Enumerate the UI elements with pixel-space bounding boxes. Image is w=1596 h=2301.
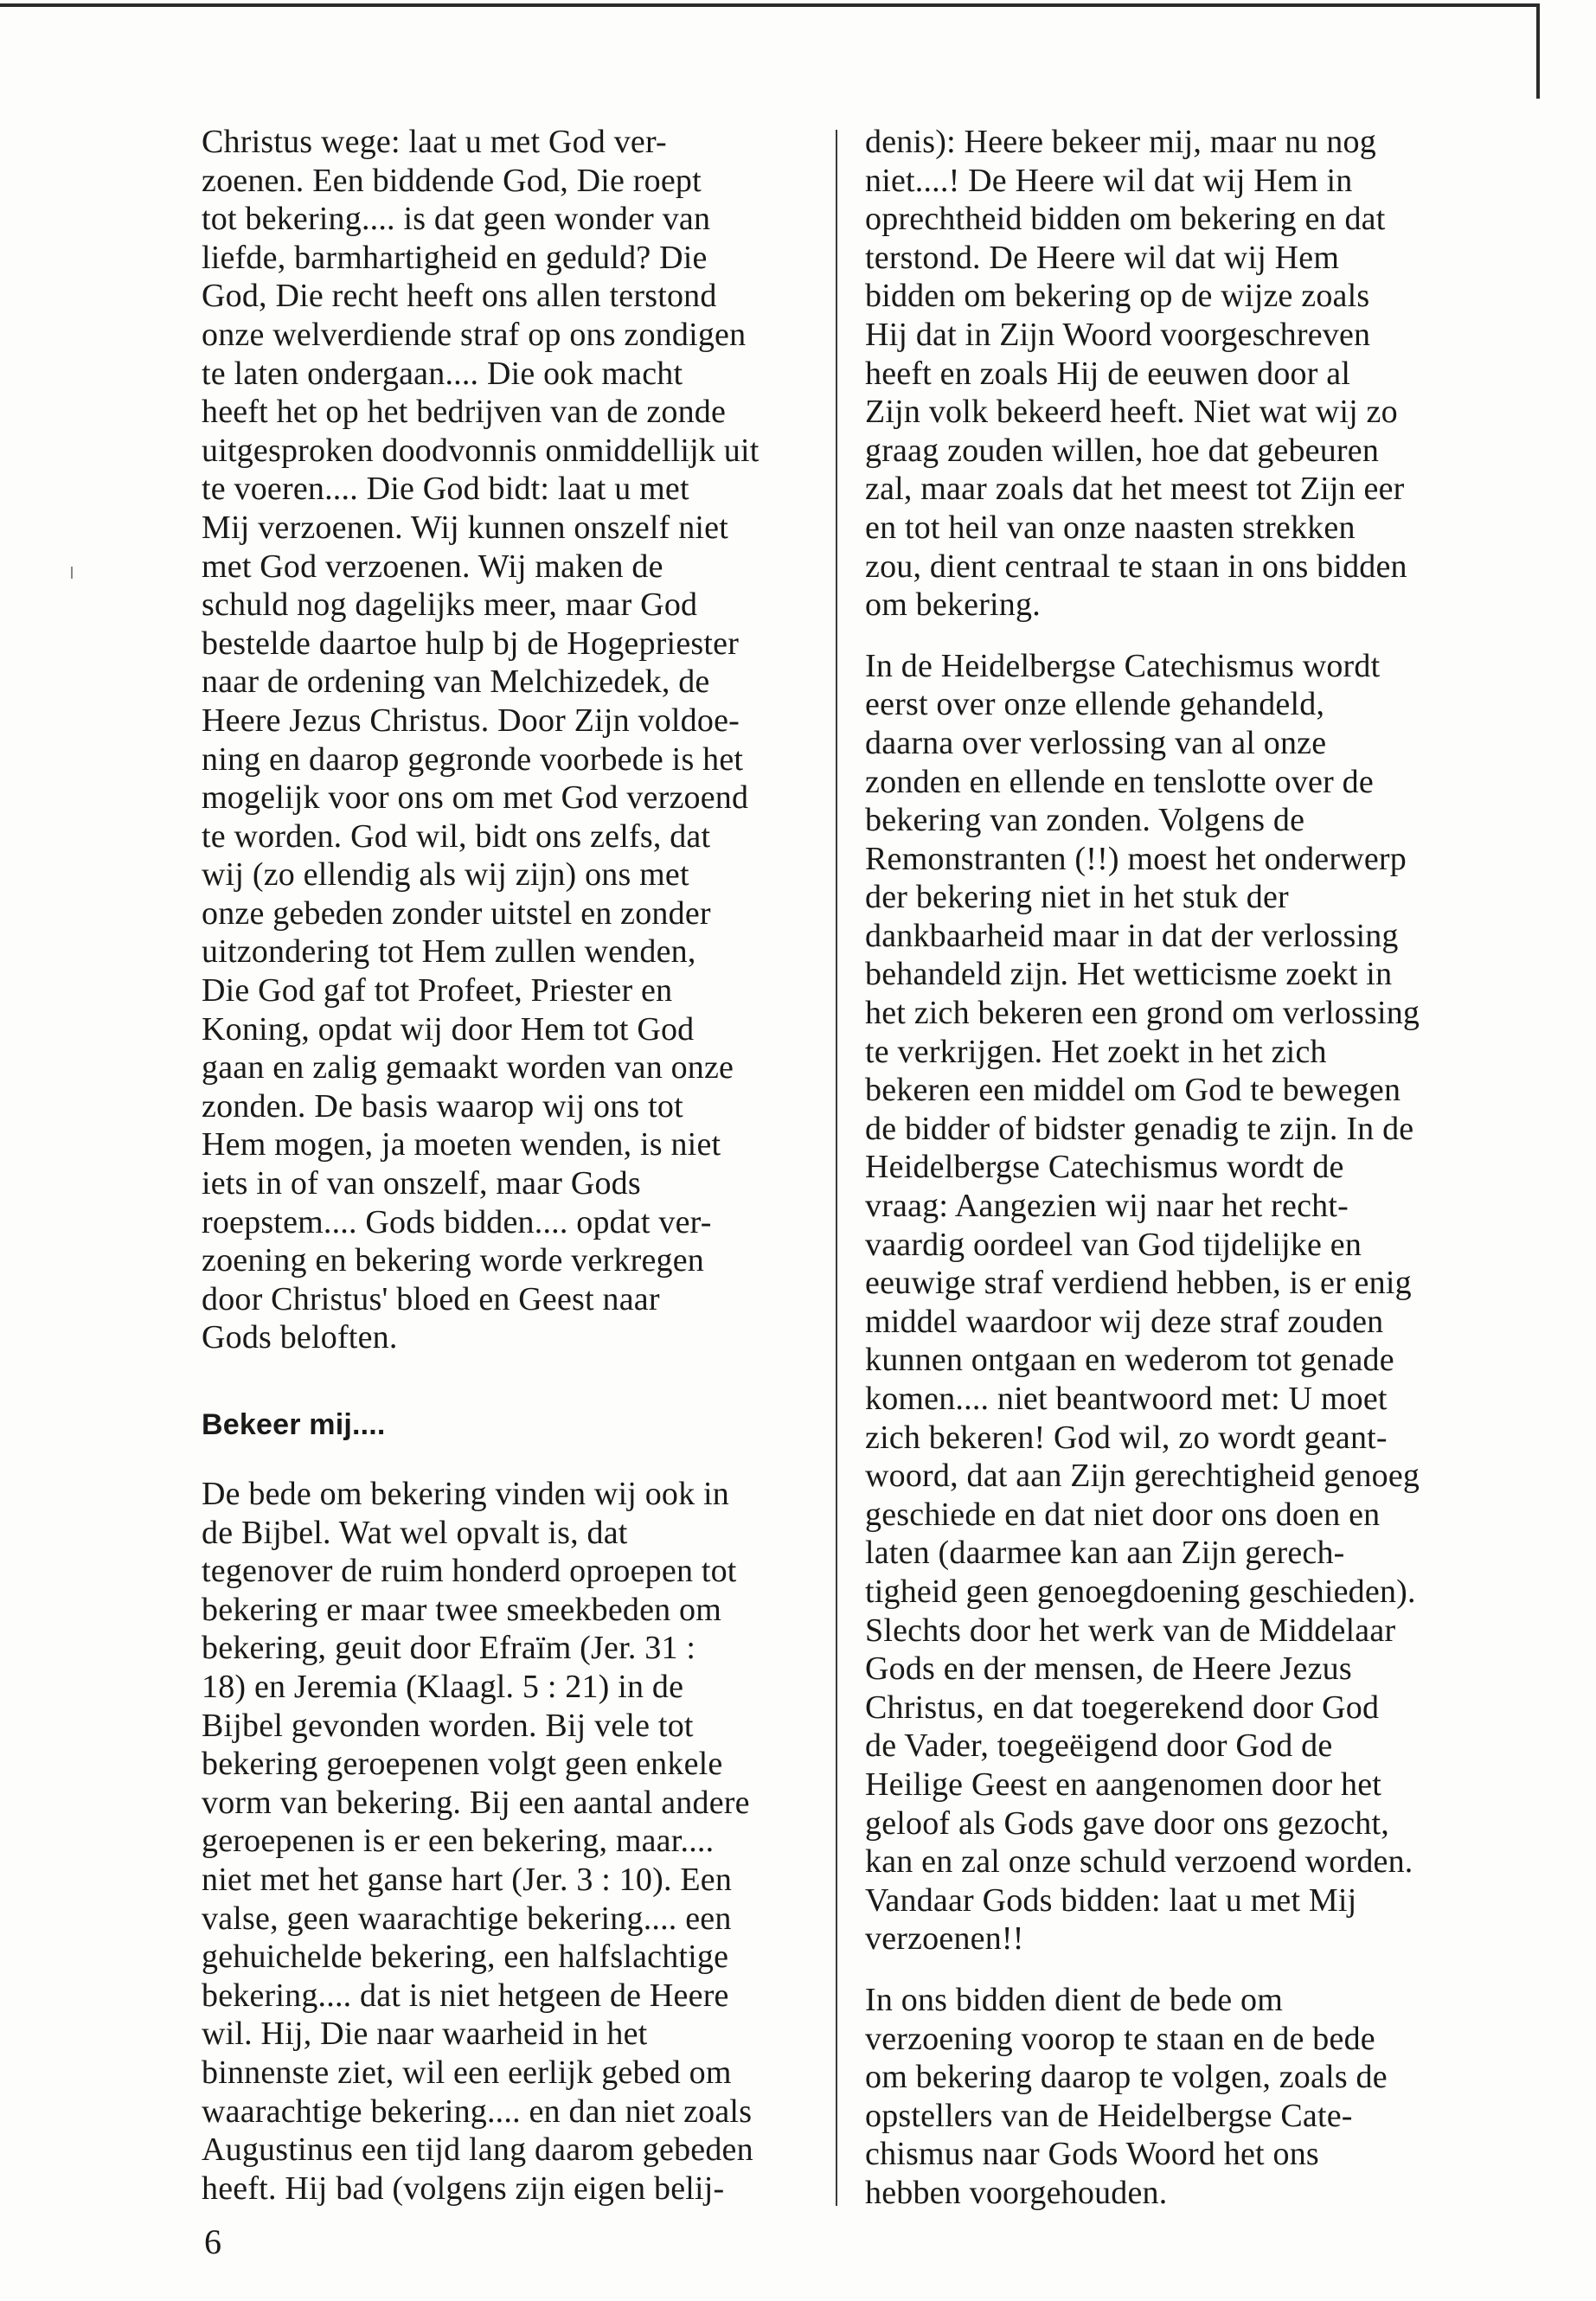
text-line: zal, maar zoals dat het meest tot Zijn eer	[865, 471, 1405, 508]
text-line: met God verzoenen. Wij maken de	[202, 548, 663, 585]
section-heading: Bekeer mij....	[202, 1408, 386, 1441]
text-line: vorm van bekering. Bij een aantal andere	[202, 1784, 750, 1821]
text-line: In ons bidden dient de bede om	[865, 1981, 1284, 2018]
right-paragraph-3	[865, 1981, 1488, 2213]
text-line: verzoenen!!	[865, 1920, 1024, 1958]
text-line: zonden. De basis waarop wij ons tot	[202, 1087, 683, 1125]
text-line: Hij dat in Zijn Woord voorgeschreven	[865, 316, 1371, 353]
text-line: komen.... niet beantwoord met: U moet	[865, 1381, 1388, 1417]
text-line: vraag: Aangezien wij naar het recht-	[865, 1188, 1349, 1225]
text-line: wil. Hij, Die naar waarheid in het	[202, 2016, 648, 2053]
text-line: bekering.... dat is niet hetgeen de Heere	[202, 1977, 729, 2014]
text-line: de bidder of bidster genadig te zijn. In de	[865, 1110, 1414, 1147]
text-line: door Christus' bloed en Geest naar	[202, 1280, 660, 1317]
text-line: bekeren een middel om God te bewegen	[865, 1072, 1401, 1109]
text-line: binnenste ziet, wil een eerlijk gebed om	[202, 2054, 732, 2091]
text-line: roepstem.... Gods bidden.... opdat ver-	[202, 1203, 712, 1240]
text-line: en tot heil van onze naasten strekken	[865, 509, 1356, 546]
text-line: hebben voorgehouden.	[865, 2174, 1168, 2211]
text-line: tegenover de ruim honderd oproepen tot	[202, 1553, 737, 1590]
right-paragraph-2	[865, 647, 1488, 1958]
text-line: opstellers van de Heidelbergse Cate-	[865, 2097, 1353, 2134]
text-line: gaan en zalig gemaakt worden van onze	[202, 1049, 734, 1086]
text-line: Mij verzoenen. Wij kunnen onszelf niet	[202, 509, 728, 546]
text-line: dankbaarheid maar in dat der verlossing	[865, 917, 1399, 954]
text-line: zonden en ellende en tenslotte over de	[865, 763, 1374, 800]
text-line: zoening en bekering worde verkregen	[202, 1242, 704, 1279]
text-line: niet met het ganse hart (Jer. 3 : 10). Een	[202, 1861, 733, 1898]
text-line: laten (daarmee kan aan Zijn gerech-	[865, 1535, 1345, 1572]
text-line: valse, geen waarachtige bekering.... een	[202, 1900, 732, 1937]
corner-rule	[1536, 3, 1540, 99]
text-line: Koning, opdat wij door Hem tot God	[202, 1010, 695, 1048]
text-line: heeft en zoals Hij de eeuwen door al	[865, 355, 1351, 392]
column-divider	[836, 130, 837, 2206]
left-paragraph-1	[202, 123, 807, 1357]
text-line: denis): Heere bekeer mij, maar nu nog	[865, 124, 1376, 160]
text-line: onze welverdiende straf op ons zondigen	[202, 316, 747, 353]
left-paragraph-2	[202, 1475, 807, 2208]
text-line: geroepenen is er een bekering, maar....	[202, 1823, 715, 1860]
text-line: Bijbel gevonden worden. Bij vele tot	[202, 1707, 694, 1744]
text-line: 18) en Jeremia (Klaagl. 5 : 21) in de	[202, 1668, 684, 1705]
text-line: In de Heidelbergse Catechismus wordt	[865, 647, 1381, 684]
top-rule	[0, 3, 1540, 7]
text-line: Christus wege: laat u met God ver-	[202, 124, 667, 160]
text-line: eerst over onze ellende gehandeld,	[865, 686, 1325, 723]
text-line: zoenen. Een biddende God, Die roept	[202, 162, 702, 199]
left-column	[202, 123, 807, 2208]
text-line: te laten ondergaan.... Die ook macht	[202, 355, 683, 392]
text-line: te verkrijgen. Het zoekt in het zich	[865, 1033, 1327, 1070]
text-line: Die God gaf tot Profeet, Priester en	[202, 972, 673, 1009]
text-line: bidden om bekering op de wijze zoals	[865, 278, 1370, 315]
text-line: tot bekering.... is dat geen wonder van	[202, 201, 711, 238]
text-line: middel waardoor wij deze straf zouden	[865, 1303, 1384, 1340]
text-line: onze gebeden zonder uitstel en zonder	[202, 894, 711, 932]
text-line: Christus, en dat toegerekend door God	[865, 1689, 1380, 1726]
text-line: liefde, barmhartigheid en geduld? Die	[202, 239, 708, 276]
text-line: mogelijk voor ons om met God verzoend	[202, 779, 749, 817]
text-line: geloof als Gods gave door ons gezocht,	[865, 1804, 1389, 1842]
text-line: Heere Jezus Christus. Door Zijn voldoe-	[202, 702, 740, 739]
text-line: het zich bekeren een grond om verlossing	[865, 995, 1420, 1032]
text-line: Heidelbergse Catechismus wordt de	[865, 1149, 1344, 1186]
text-line: heeft het op het bedrijven van de zonde	[202, 394, 727, 431]
text-line: behandeld zijn. Het wetticisme zoekt in	[865, 956, 1393, 993]
text-line: kunnen ontgaan en wederom tot genade	[865, 1342, 1394, 1379]
text-line: verzoening voorop te staan en de bede	[865, 2020, 1375, 2057]
text-line: de Vader, toegeëigend door God de	[865, 1727, 1333, 1765]
text-line: niet....! De Heere wil dat wij Hem in	[865, 162, 1353, 199]
text-line: De bede om bekering vinden wij ook in	[202, 1476, 729, 1512]
text-line: bekering geroepenen volgt geen enkele	[202, 1746, 723, 1783]
text-line: bekering, geuit door Efraïm (Jer. 31 :	[202, 1630, 696, 1667]
text-line: tigheid geen genoegdoening geschieden).	[865, 1573, 1416, 1610]
text-line: zou, dient centraal te staan in ons bidden	[865, 548, 1407, 585]
text-line: waarachtige bekering.... en dan niet zoals	[202, 2093, 753, 2130]
text-line: bekering van zonden. Volgens de	[865, 802, 1305, 839]
text-line: Heilige Geest en aangenomen door het	[865, 1766, 1382, 1803]
text-line: ning en daarop gegronde voorbede is het	[202, 740, 744, 778]
text-line: oprechtheid bidden om bekering en dat	[865, 201, 1386, 238]
text-line: gehuichelde bekering, een halfslachtige	[202, 1939, 729, 1976]
right-paragraph-1	[865, 123, 1488, 625]
text-line: daarna over verlossing van al onze	[865, 724, 1327, 761]
text-line: terstond. De Heere wil dat wij Hem	[865, 239, 1340, 276]
text-line: kan en zal onze schuld verzoend worden.	[865, 1843, 1413, 1881]
text-line: Zijn volk bekeerd heeft. Niet wat wij zo	[865, 394, 1398, 431]
text-line: uitzondering tot Hem zullen wenden,	[202, 933, 696, 971]
text-line: te worden. God wil, bidt ons zelfs, dat	[202, 817, 711, 855]
text-line: naar de ordening van Melchizedek, de	[202, 663, 710, 701]
text-line: Augustinus een tijd lang daarom gebeden	[202, 2131, 753, 2169]
text-line: God, Die recht heeft ons allen terstond	[202, 278, 717, 315]
text-line: uitgesproken doodvonnis onmiddellijk uit	[202, 432, 760, 469]
text-line: bekering er maar twee smeekbeden om	[202, 1591, 722, 1628]
margin-mark	[71, 567, 73, 579]
right-column	[865, 123, 1488, 2212]
text-line: Hem mogen, ja moeten wenden, is niet	[202, 1126, 721, 1163]
text-line: eeuwige straf verdiend hebben, is er enig	[865, 1265, 1412, 1302]
text-line: de Bijbel. Wat wel opvalt is, dat	[202, 1514, 628, 1551]
text-line: wij (zo ellendig als wij zijn) ons met	[202, 856, 689, 894]
page-number: 6	[204, 2222, 221, 2261]
text-line: om bekering.	[865, 586, 1041, 624]
text-line: Remonstranten (!!) moest het onderwerp	[865, 840, 1407, 877]
text-line: geschiede en dat niet door ons doen en	[865, 1496, 1381, 1533]
text-line: der bekering niet in het stuk der	[865, 879, 1289, 916]
text-line: schuld nog dagelijks meer, maar God	[202, 586, 698, 624]
text-line: vaardig oordeel van God tijdelijke en	[865, 1226, 1362, 1263]
text-line: Slechts door het werk van de Middelaar	[865, 1612, 1396, 1649]
text-line: chismus naar Gods Woord het ons	[865, 2136, 1319, 2173]
text-line: bestelde daartoe hulp bj de Hogepriester	[202, 625, 740, 662]
text-line: graag zouden willen, hoe dat gebeuren	[865, 432, 1380, 469]
text-line: iets in of van onszelf, maar Gods	[202, 1165, 641, 1202]
text-line: Gods en der mensen, de Heere Jezus	[865, 1650, 1352, 1688]
text-line: woord, dat aan Zijn gerechtigheid genoeg	[865, 1458, 1420, 1495]
text-line: Vandaar Gods bidden: laat u met Mij	[865, 1881, 1357, 1919]
text-line: zich bekeren! God wil, zo wordt geant-	[865, 1419, 1388, 1456]
text-line: om bekering daarop te volgen, zoals de	[865, 2059, 1388, 2096]
text-line: te voeren.... Die God bidt: laat u met	[202, 471, 689, 508]
text-line: Gods beloften.	[202, 1319, 398, 1356]
text-line: heeft. Hij bad (volgens zijn eigen belij-	[202, 2170, 725, 2207]
